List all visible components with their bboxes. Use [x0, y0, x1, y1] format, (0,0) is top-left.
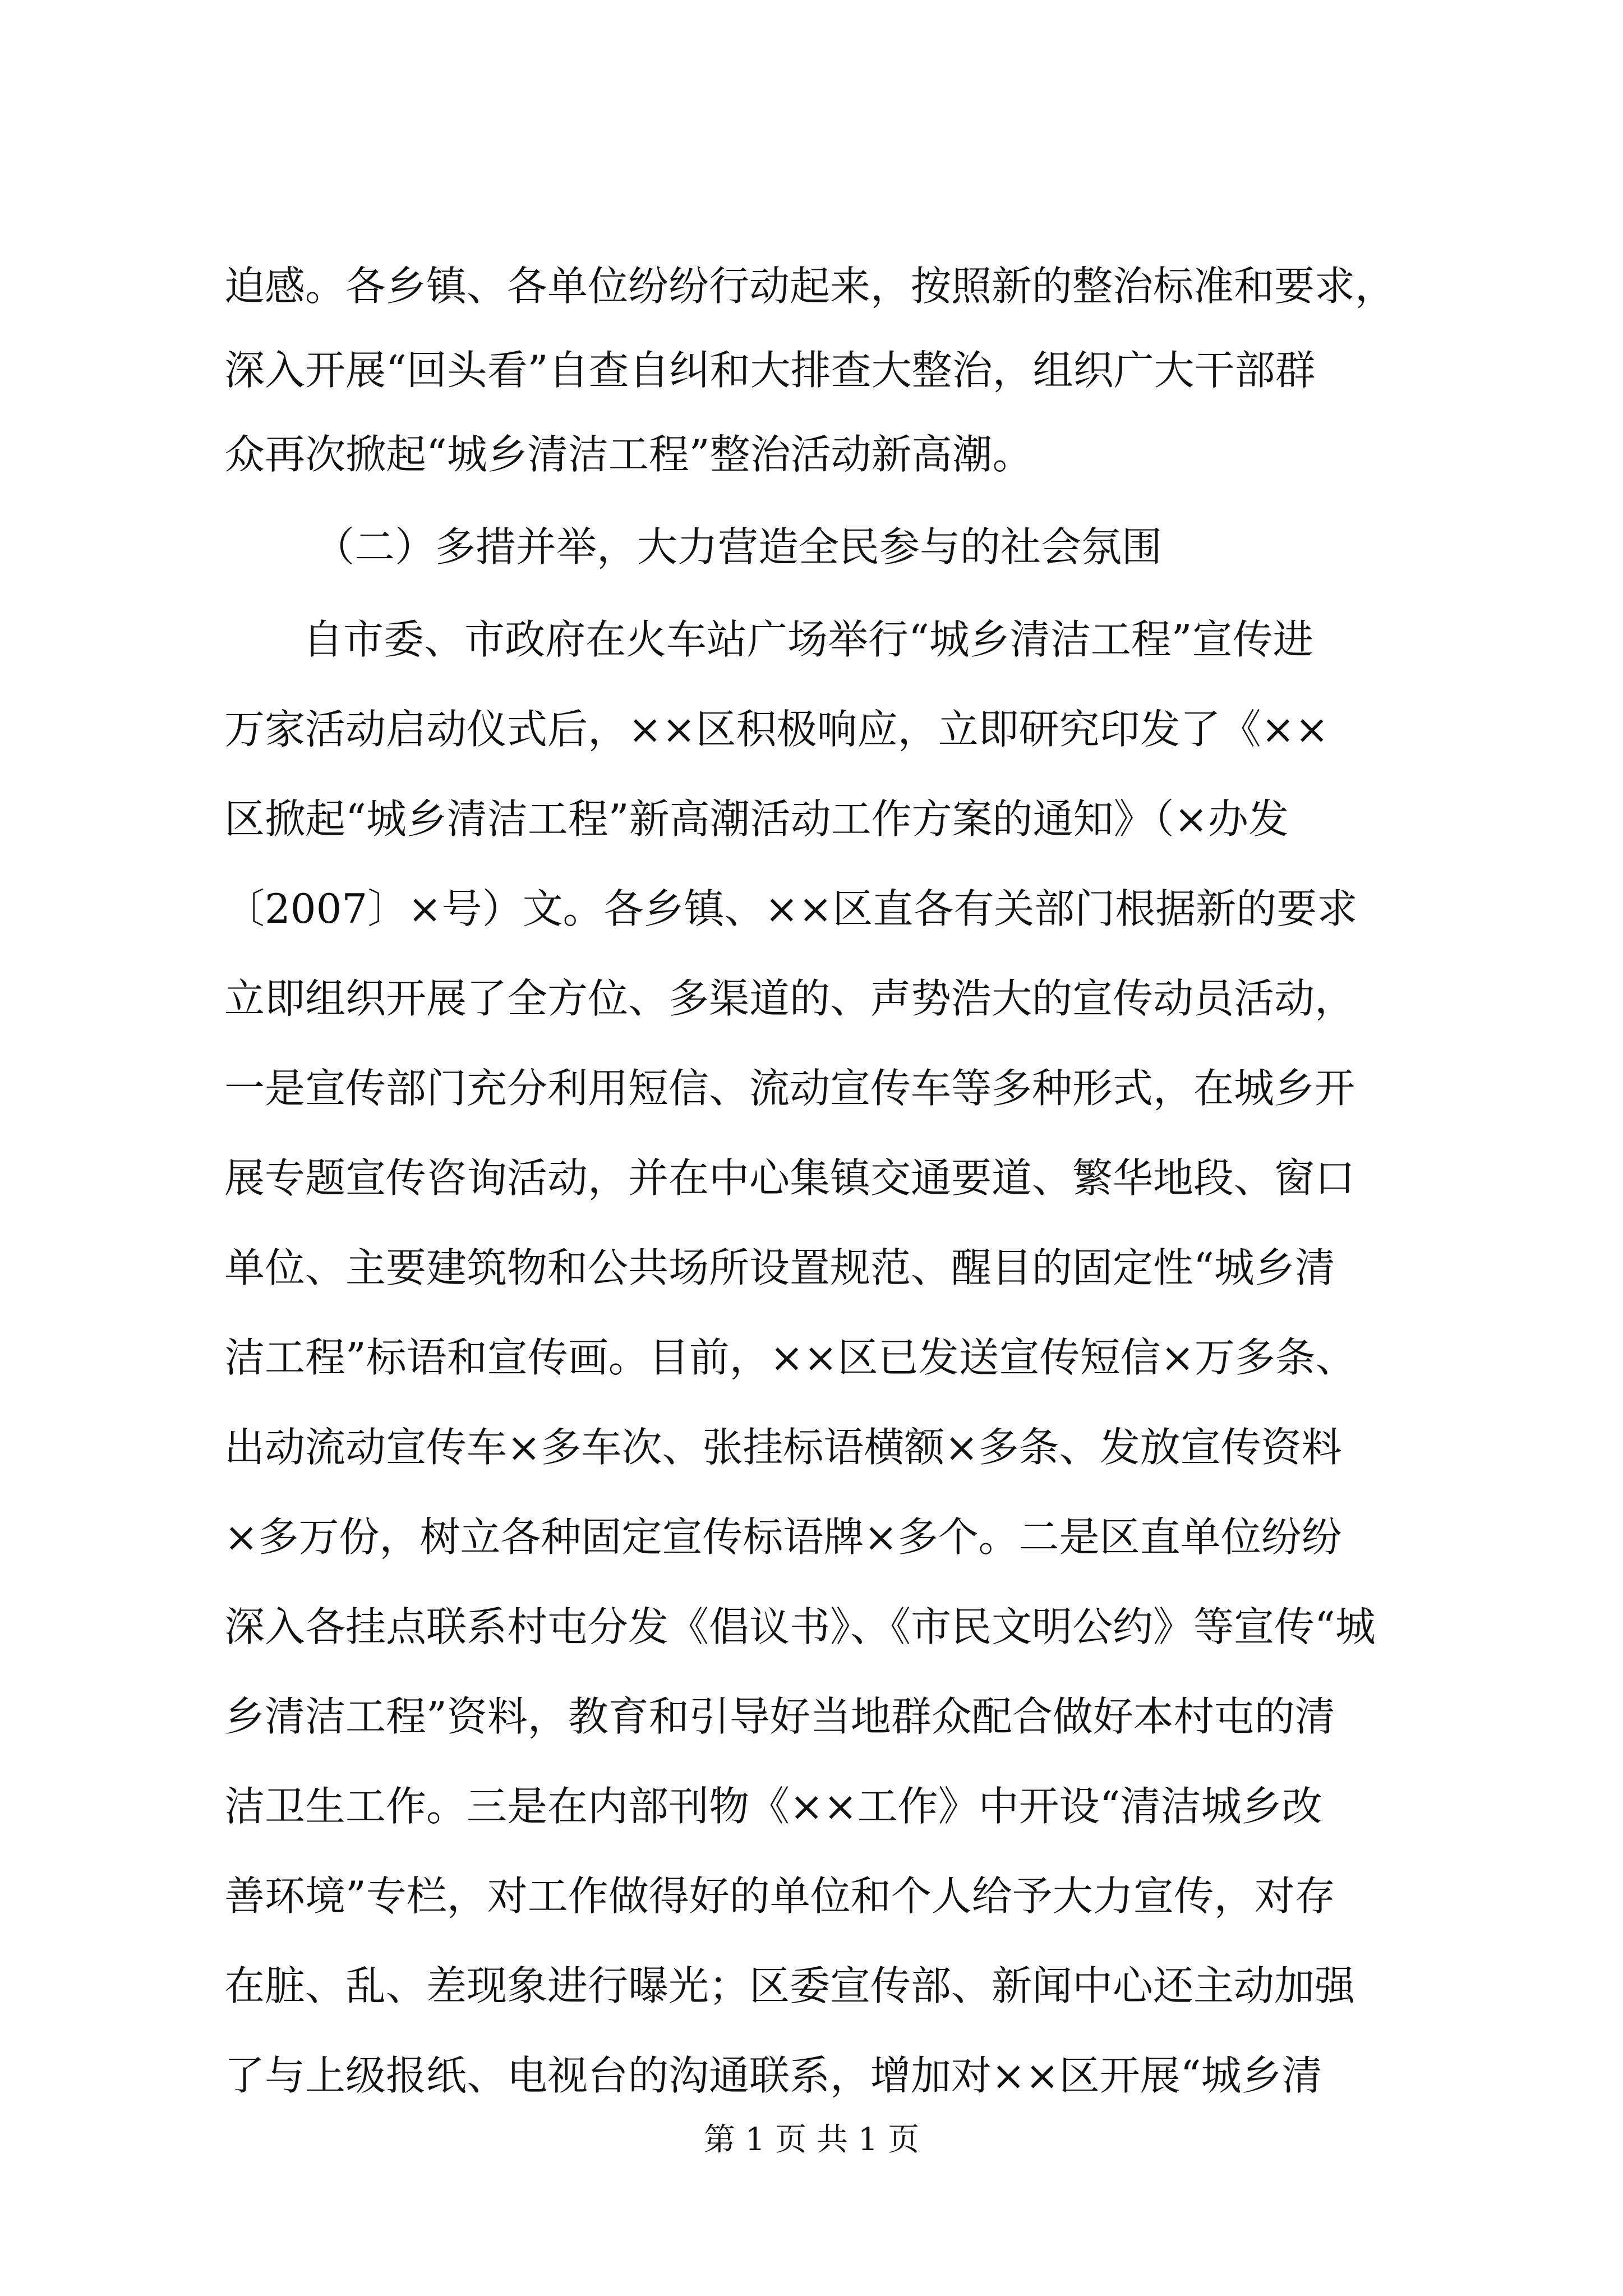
body-line-17: 乡清洁工程”资料，教育和引导好当地群众配合做好本村屯的清 [224, 1693, 1335, 1740]
body-line-7: 区掀起“城乡清洁工程”新高潮活动工作方案的通知》（×办发 [224, 795, 1289, 843]
body-line-16: 深入各挂点联系村屯分发《倡议书》、《市民文明公约》等宣传“城 [224, 1603, 1376, 1650]
body-line-13: 洁工程”标语和宣传画。目前，××区已发送宣传短信×万多条、 [224, 1334, 1356, 1381]
section-heading: （二）多措并举，大力营造全民参与的社会氛围 [314, 523, 1163, 570]
body-line-10: 一是宣传部门充分利用短信、流动宣传车等多种形式，在城乡开 [224, 1065, 1355, 1112]
body-line-12: 单位、主要建筑物和公共场所设置规范、醒目的固定性“城乡清 [224, 1244, 1335, 1291]
body-line-20: 在脏、乱、差现象进行曝光；区委宣传部、新闻中心还主动加强 [224, 1962, 1355, 2009]
body-line-1: 迫感。各乡镇、各单位纷纷行动起来，按照新的整治标准和要求， [224, 263, 1396, 310]
body-line-14: 出动流动宣传车×多车次、张挂标语横额×多条、发放宣传资料 [224, 1424, 1342, 1471]
body-line-19: 善环境”专栏，对工作做得好的单位和个人给予大力宣传，对存 [224, 1872, 1335, 1920]
body-line-8: 〔2007〕×号）文。各乡镇、××区直各有关部门根据新的要求 [224, 885, 1358, 932]
page-footer: 第 1 页 共 1 页 [703, 2122, 920, 2158]
body-line-5: 自市委、市政府在火车站广场举行“城乡清洁工程”宣传进 [303, 616, 1313, 663]
body-line-6: 万家活动启动仪式后，××区积极响应，立即研究印发了《×× [224, 706, 1329, 753]
body-line-3: 众再次掀起“城乡清洁工程”整治活动新高潮。 [224, 431, 1033, 478]
body-line-21: 了与上级报纸、电视台的沟通联系，增加对××区开展“城乡清 [224, 2052, 1322, 2099]
body-line-18: 洁卫生工作。三是在内部刊物《××工作》中开设“清洁城乡改 [224, 1783, 1322, 1830]
body-line-2: 深入开展“回头看”自查自纠和大排查大整治，组织广大干部群 [224, 347, 1316, 394]
body-line-9: 立即组织开展了全方位、多渠道的、声势浩大的宣传动员活动， [224, 975, 1355, 1022]
body-line-15: ×多万份，树立各种固定宣传标语牌×多个。二是区直单位纷纷 [224, 1513, 1342, 1561]
body-line-11: 展专题宣传咨询活动，并在中心集镇交通要道、繁华地段、窗口 [224, 1154, 1355, 1202]
